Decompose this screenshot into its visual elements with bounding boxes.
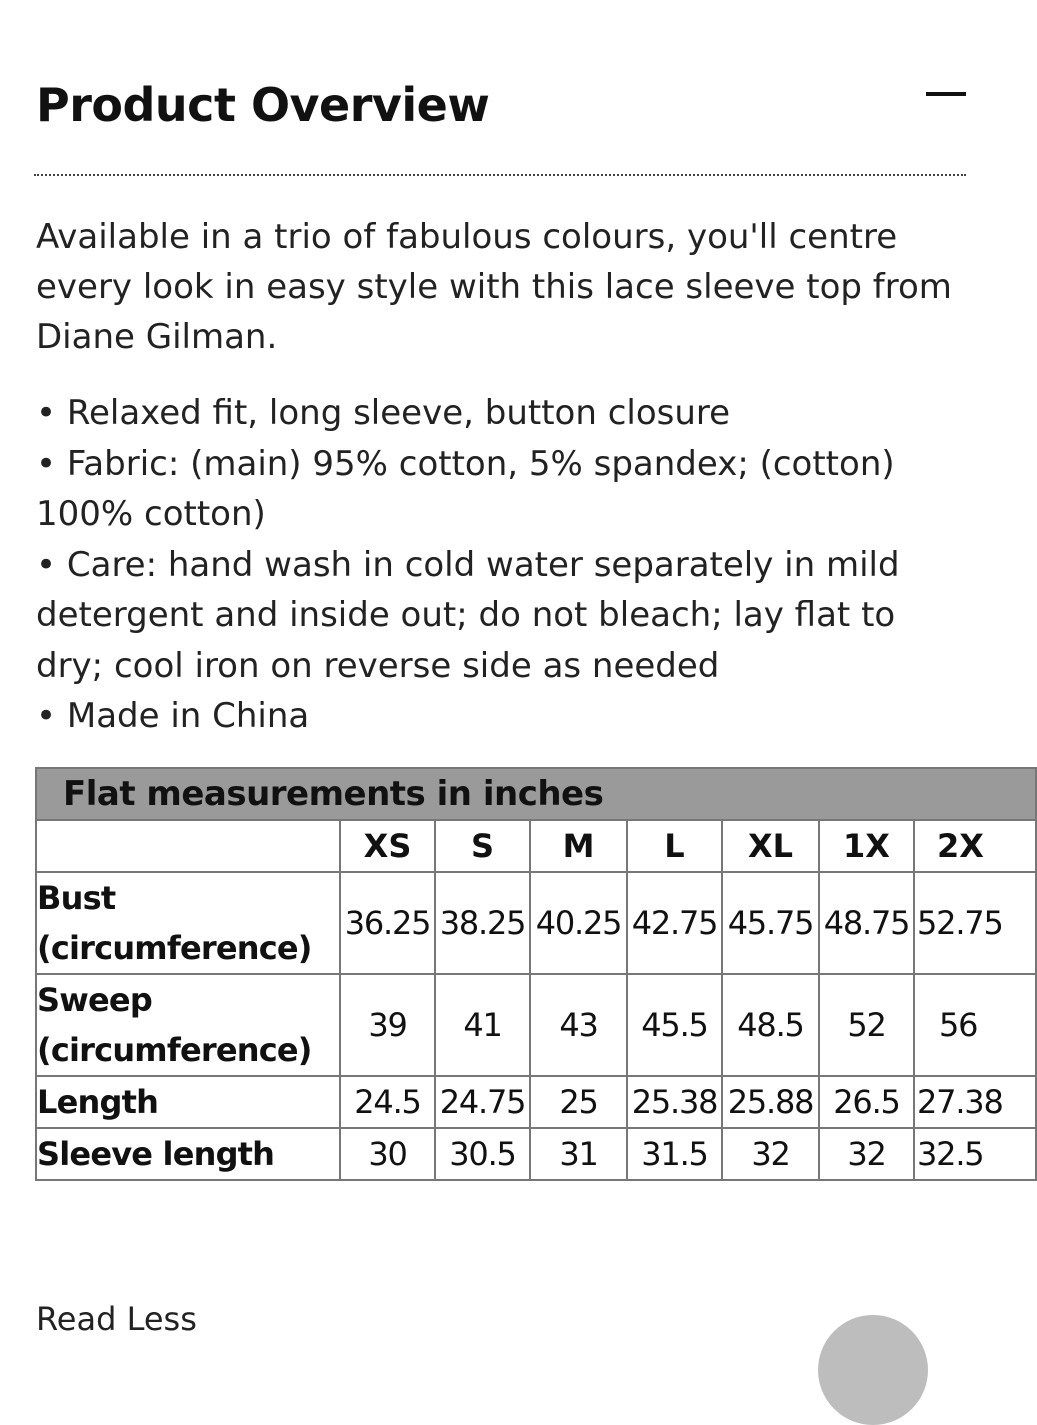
minus-icon <box>926 92 966 96</box>
table-cell: 36.25 <box>340 872 435 974</box>
feature-item: • Relaxed fit, long sleeve, button closure <box>36 393 731 433</box>
table-cell: 52 <box>819 974 914 1076</box>
size-header-2x: 2X <box>914 820 1036 872</box>
section-title: Product Overview <box>36 78 490 132</box>
size-header-m: M <box>530 820 627 872</box>
table-cell: 30 <box>340 1128 435 1180</box>
table-cell: 30.5 <box>435 1128 530 1180</box>
feature-list <box>36 388 966 742</box>
table-cell: 32 <box>722 1128 819 1180</box>
size-header-1x: 1X <box>819 820 914 872</box>
table-cell: 24.75 <box>435 1076 530 1128</box>
row-label: Sleeve length <box>36 1128 340 1180</box>
collapse-button[interactable] <box>922 72 966 116</box>
table-cell: 25.88 <box>722 1076 819 1128</box>
table-cell: 25 <box>530 1076 627 1128</box>
table-cell: 25.38 <box>627 1076 722 1128</box>
table-caption: Flat measurements in inches <box>36 768 1036 820</box>
table-cell: 40.25 <box>530 872 627 974</box>
table-cell: 38.25 <box>435 872 530 974</box>
feature-item: • Made in China <box>36 696 310 736</box>
read-less-link[interactable]: Read Less <box>36 1300 197 1338</box>
table-cell: 45.5 <box>627 974 722 1076</box>
feature-item: • Fabric: (main) 95% cotton, 5% spandex; (cotton) 100% cotton) <box>36 443 895 534</box>
scroll-top-button[interactable] <box>818 1315 928 1425</box>
table-cell: 24.5 <box>340 1076 435 1128</box>
table-cell: 56 <box>914 974 1036 1076</box>
measurements-table-scroll[interactable] <box>35 767 1003 1185</box>
table-cell: 32 <box>819 1128 914 1180</box>
size-header-xl: XL <box>722 820 819 872</box>
table-cell: 43 <box>530 974 627 1076</box>
size-header-s: S <box>435 820 530 872</box>
table-cell: 27.38 <box>914 1076 1036 1128</box>
divider <box>34 174 966 176</box>
row-label: Sweep (circumference) <box>36 974 340 1076</box>
product-description: Available in a trio of fabulous colours, you'll centre every look in easy style with this lace sleeve top from Diane Gilman. <box>36 217 952 357</box>
row-label: Bust (circumference) <box>36 872 340 974</box>
table-cell: 26.5 <box>819 1076 914 1128</box>
row-label: Length <box>36 1076 340 1128</box>
size-header-xs: XS <box>340 820 435 872</box>
table-cell: 48.75 <box>819 872 914 974</box>
table-cell: 52.75 <box>914 872 1036 974</box>
measurements-table <box>35 767 1037 1181</box>
table-cell: 42.75 <box>627 872 722 974</box>
table-cell: 45.75 <box>722 872 819 974</box>
table-row-bust <box>36 872 1036 974</box>
product-overview-header[interactable] <box>36 72 966 136</box>
table-cell: 48.5 <box>722 974 819 1076</box>
size-header-l: L <box>627 820 722 872</box>
table-cell: 31.5 <box>627 1128 722 1180</box>
empty-header-cell <box>36 820 340 872</box>
size-header-row <box>36 820 1036 872</box>
table-row-sweep <box>36 974 1036 1076</box>
table-cell: 39 <box>340 974 435 1076</box>
table-cell: 32.5 <box>914 1128 1036 1180</box>
feature-item: • Care: hand wash in cold water separately in mild detergent and inside out; do not bleach; lay flat to dry; cool iron on reverse side as needed <box>36 544 900 686</box>
table-cell: 31 <box>530 1128 627 1180</box>
table-row-length <box>36 1076 1036 1128</box>
table-cell: 41 <box>435 974 530 1076</box>
table-row-sleeve-length <box>36 1128 1036 1180</box>
